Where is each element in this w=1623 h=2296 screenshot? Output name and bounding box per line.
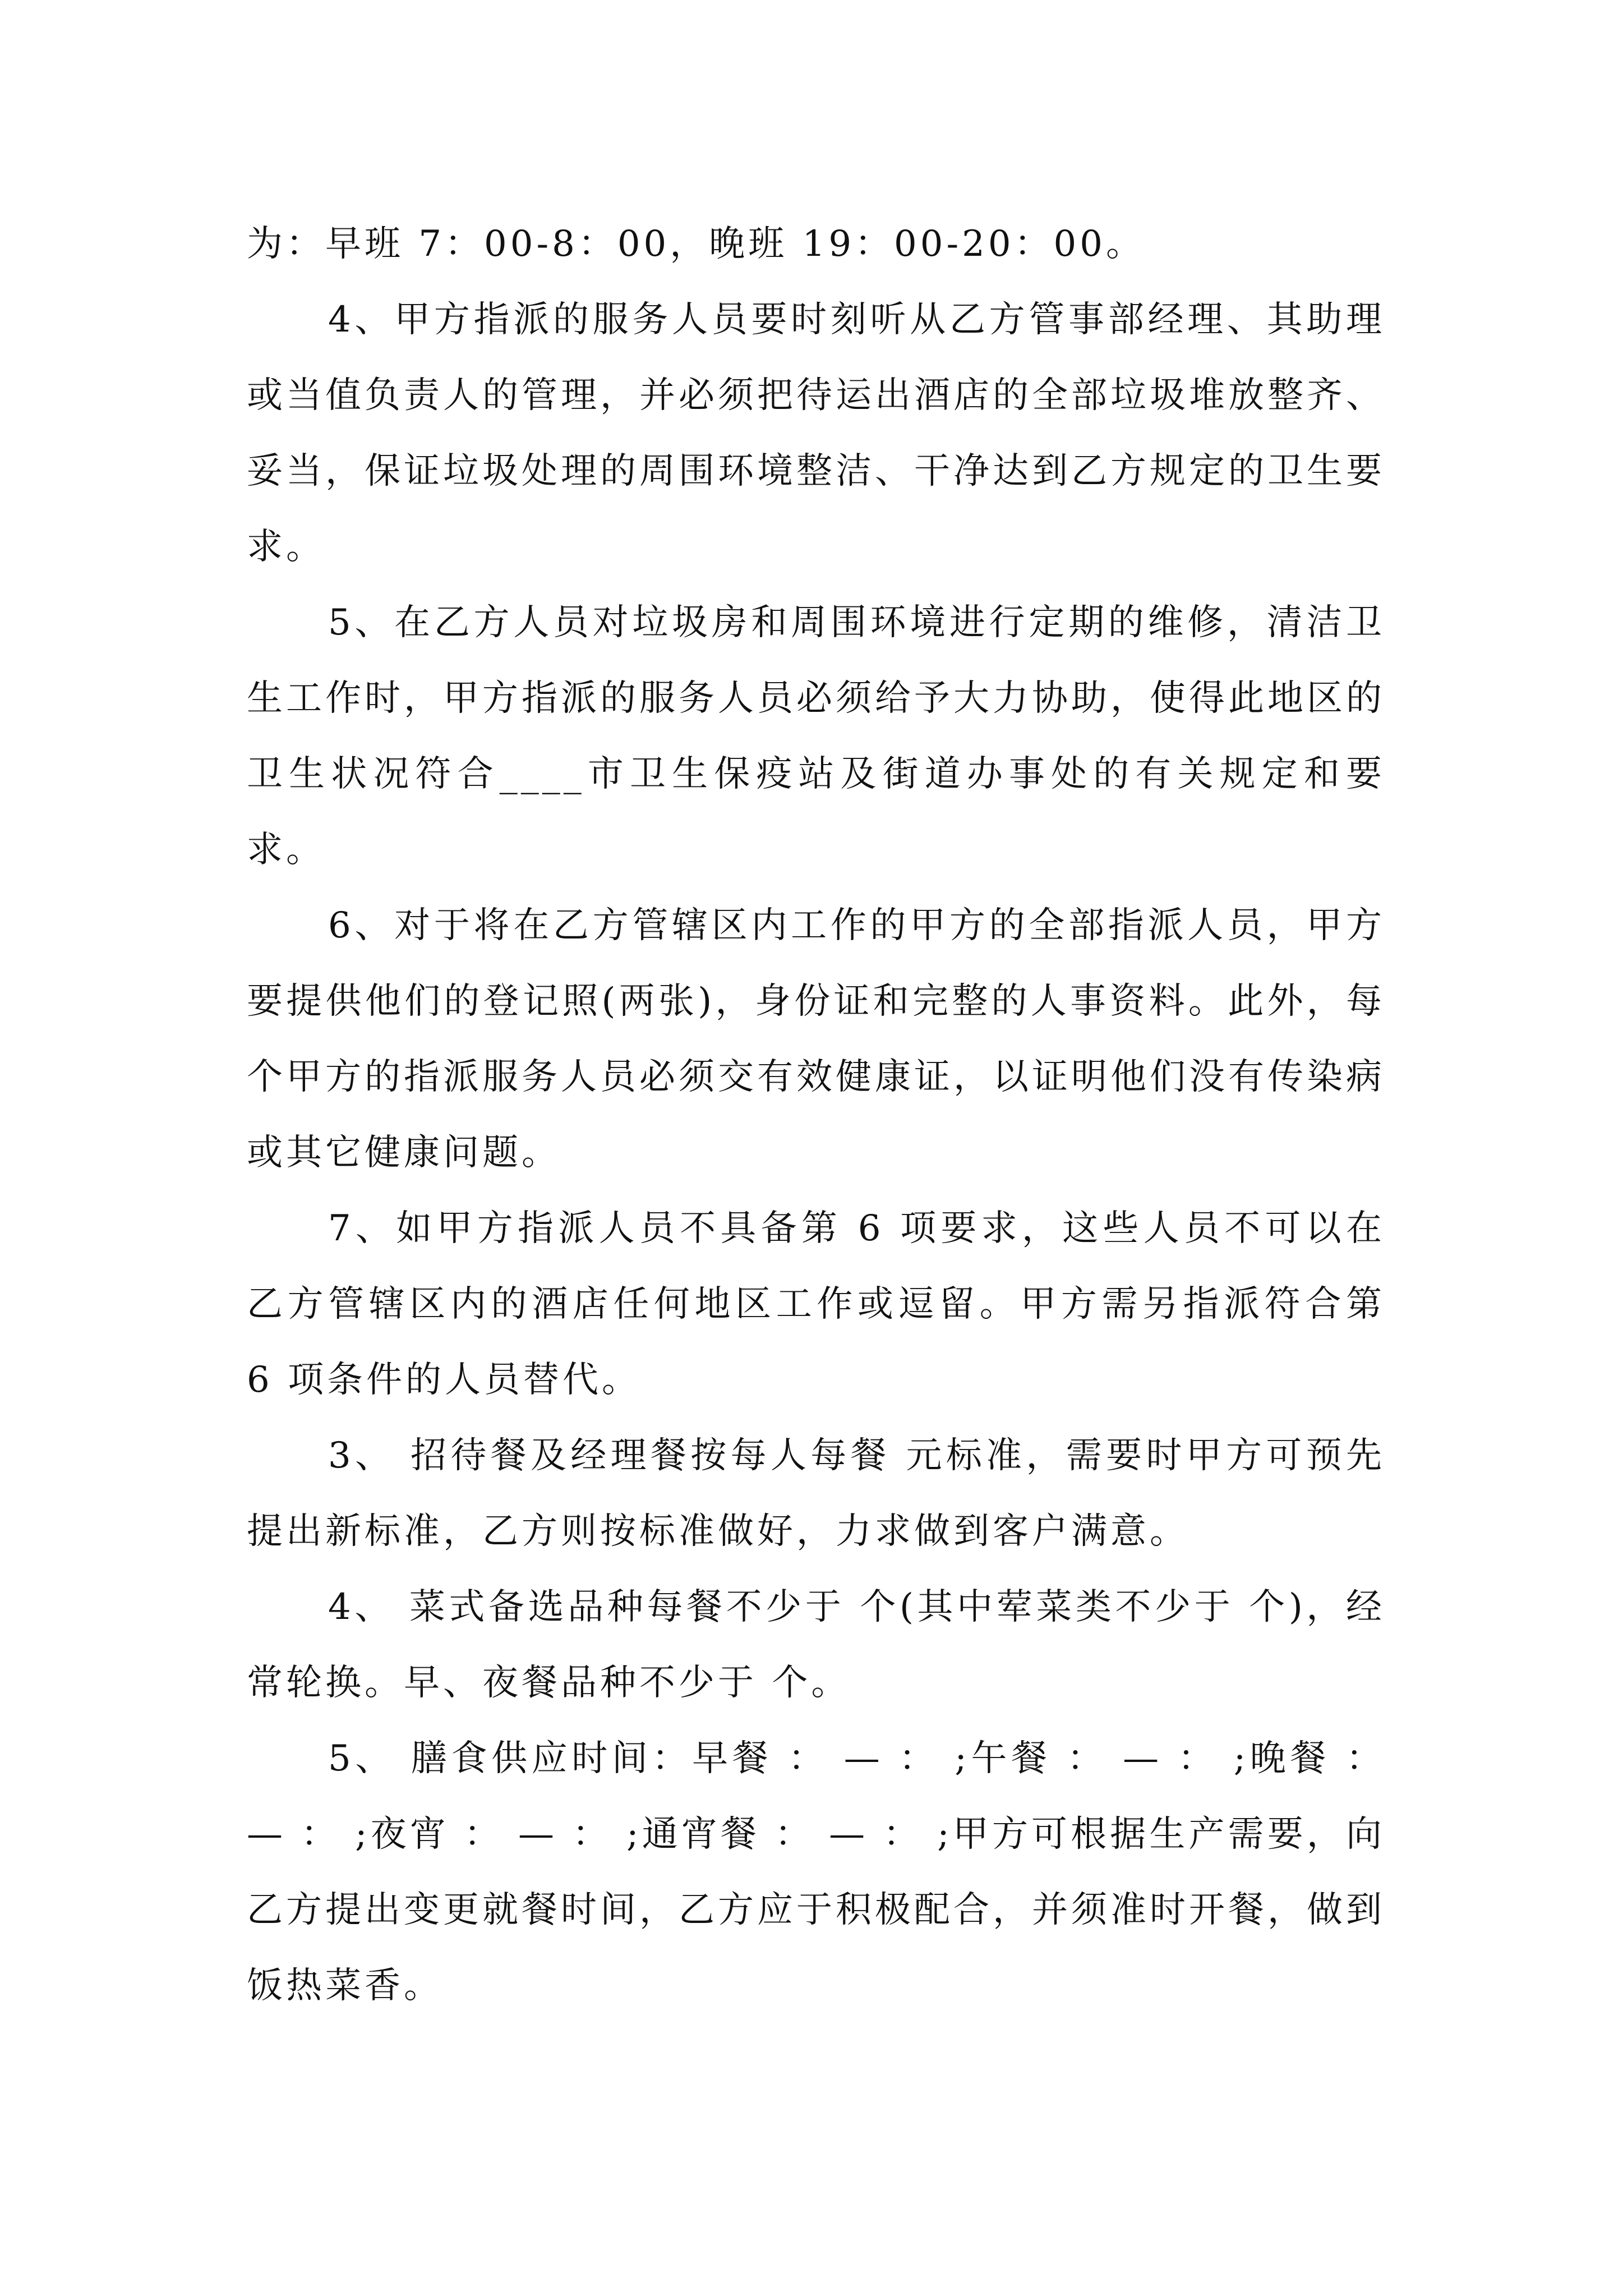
paragraph-clause-5-meal-times: 5、 膳食供应时间：早餐 ： — ： ;午餐 ： — ： ;晚餐 ： — ： ;夜宵 ： — ： ;通宵餐 ： — ： ;甲方可根据生产需要，向乙方提出变更就餐时间，乙方应于积极配合，并须准时开餐，做到饭热菜香。 — [247, 1738, 1385, 2007]
paragraph-clause-3-meal-standard: 3、 招待餐及经理餐按每人每餐 元标准，需要时甲方可预先提出新标准，乙方则按标准做好，力求做到客户满意。 — [247, 1435, 1385, 1552]
paragraph-clause-7-replacement: 7、如甲方指派人员不具备第 6 项要求，这些人员不可以在乙方管辖区内的酒店任何地区工作或逗留。甲方需另指派符合第 6 项条件的人员替代。 — [247, 1208, 1385, 1401]
paragraph-clause-4-menu-variety: 4、 菜式备选品种每餐不少于 个(其中荤菜类不少于 个)，经常轮换。早、夜餐品种不少于 个。 — [247, 1586, 1385, 1704]
paragraph-clause-6-documents: 6、对于将在乙方管辖区内工作的甲方的全部指派人员，甲方要提供他们的登记照(两张)，身份证和完整的人事资料。此外，每个甲方的指派服务人员必须交有效健康证，以证明他们没有传染病或其它健康问题。 — [247, 905, 1385, 1174]
paragraph-clause-5-maintenance: 5、在乙方人员对垃圾房和周围环境进行定期的维修，清洁卫生工作时，甲方指派的服务人员必须给予大力协助，使得此地区的卫生状况符合____市卫生保疫站及街道办事处的有关规定和要求。 — [247, 602, 1385, 871]
document-body — [247, 206, 1385, 2024]
paragraph-shift-times: 为：早班 7：00-8：00，晚班 19：00-20：00。 — [247, 223, 1145, 265]
paragraph-clause-4-management: 4、甲方指派的服务人员要时刻听从乙方管事部经理、其助理或当值负责人的管理，并必须把待运出酒店的全部垃圾堆放整齐、妥当，保证垃圾处理的周围环境整洁、干净达到乙方规定的卫生要求。 — [247, 299, 1385, 568]
